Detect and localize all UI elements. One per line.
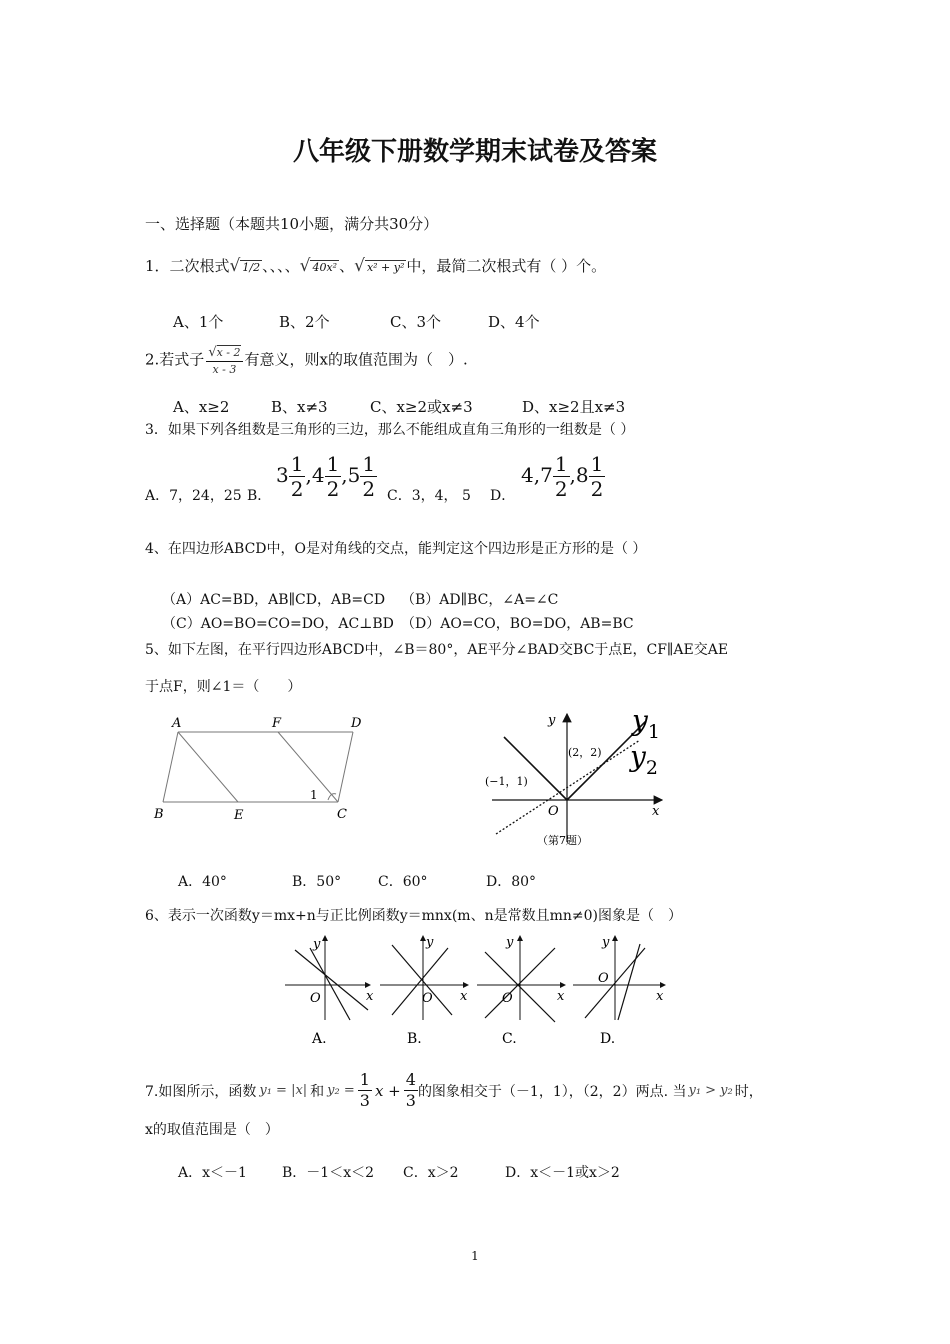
q7-line-2: x的取值范围是（ ）: [145, 1122, 279, 1138]
q5-option-a: A．40°: [178, 874, 227, 890]
q3-b-w1: 3: [276, 463, 289, 487]
question-1: [145, 255, 606, 276]
q1-suffix: 中，最简二次根式有（ ）个。: [406, 257, 607, 275]
q1-radical-2: 40x²: [312, 261, 338, 274]
label-c: C: [337, 807, 347, 822]
q7-frac-2: [404, 1072, 418, 1109]
page-number: 1: [471, 1249, 479, 1263]
point-2-2: (2，2): [568, 746, 602, 759]
q3-b-frac1: [289, 454, 306, 499]
label-b: B: [154, 807, 164, 822]
graph-c-label: C.: [502, 1031, 517, 1047]
q5-option-b: B．50°: [292, 874, 342, 890]
figure-7-caption: （第7题）: [537, 834, 588, 847]
q1-separators: 、、、、: [262, 257, 300, 275]
q7-mid: 和: [310, 1083, 325, 1100]
q2-suffix: 有意义，则x的取值范围为（ ）.: [244, 350, 468, 369]
q2-option-a: A、x≥2: [173, 398, 230, 416]
q2-denominator: x - 3: [212, 363, 237, 376]
label-e: E: [234, 808, 244, 823]
graph-b-x: x: [460, 989, 468, 1004]
graph-c-x: x: [557, 989, 565, 1004]
q1-option-b: B、2个: [279, 313, 330, 331]
graph-b-o: O: [422, 991, 433, 1006]
q4-option-c: （C）AO=BO=CO=DO，AC⊥BD: [162, 616, 394, 632]
q7-prefix: 7.如图所示，函数: [145, 1083, 257, 1100]
q7-xplus: x +: [374, 1081, 401, 1100]
graph-b-y: y: [426, 935, 434, 950]
q2-fraction: [206, 346, 242, 375]
q1-option-d: D、4个: [488, 313, 540, 331]
q1-sep: 、: [339, 257, 355, 275]
q3-d-w1: 4,7: [521, 463, 553, 487]
q5-option-c: C．60°: [378, 874, 428, 890]
sqrt-icon: √: [354, 256, 365, 276]
q2-prefix: 2.若式子: [145, 350, 205, 369]
side-ab: [163, 732, 178, 802]
graph-d-y: y: [602, 935, 610, 950]
graph-c: [477, 935, 565, 1047]
q3-b-d2: 2: [326, 477, 340, 501]
y1-label: $y_1$: [632, 704, 660, 743]
q7-y1: y₁ = |x|: [259, 1083, 308, 1098]
q4-stem: 4、在四边形ABCD中，O是对角线的交点，能判定这个四边形是正方形的是（ ）: [145, 541, 647, 557]
parallelogram-figure: [148, 710, 378, 830]
q3-d-d1: 2: [554, 477, 568, 501]
q4-option-d: （D）AO=CO，BO=DO，AB=BC: [401, 616, 634, 632]
q1-radical-1: 1/2: [242, 261, 261, 274]
q7-frac1-d: 3: [359, 1091, 370, 1110]
q5-line-1: 5、如下左图，在平行四边形ABCD中，∠B＝80°，AE平分∠BAD交BC于点E，CF∥AE交AE: [145, 642, 729, 658]
q7-option-c: C．x＞2: [403, 1165, 459, 1181]
q2-numerator: x - 2: [216, 346, 241, 359]
q7-suffix: 的图象相交于（－1，1），（2，2）两点. 当: [417, 1083, 687, 1100]
q1-option-c: C、3个: [390, 313, 442, 331]
question-2: [145, 346, 468, 375]
y2-label: $y_2$: [630, 740, 658, 779]
q1-prefix: 1．二次根式: [145, 257, 230, 275]
q3-d-w2: ,8: [569, 463, 589, 487]
q3-b-d1: 2: [290, 477, 304, 501]
sqrt-icon: √: [299, 256, 311, 276]
label-angle-1: 1: [310, 788, 318, 802]
graph-d-label: D.: [600, 1031, 616, 1047]
q7-option-d: D．x＜－1或x＞2: [505, 1165, 620, 1181]
sqrt-icon: √: [208, 345, 217, 360]
section-heading: 一、选择题（本题共10小题，满分共30分）: [145, 215, 439, 233]
q7-frac2-d: 3: [405, 1091, 416, 1110]
q2-option-c: C、x≥2或x≠3: [370, 398, 473, 416]
q4-option-b: （B）AD∥BC，∠A=∠C: [401, 592, 559, 608]
q1-option-a: A、1个: [173, 313, 224, 331]
q3-option-b-label: B．: [247, 488, 272, 504]
q5-option-d: D．80°: [486, 874, 537, 890]
q3-option-b-expr: [276, 454, 377, 499]
q7-option-b: B．－1＜x＜2: [282, 1165, 374, 1181]
q7-line-1: [145, 1072, 763, 1109]
graph-d-x: x: [656, 989, 664, 1004]
q7-frac-1: [358, 1072, 372, 1109]
origin-label: O: [548, 804, 559, 819]
graph-c-y: y: [506, 935, 514, 950]
q3-b-n2: 1: [326, 452, 340, 476]
graph-a-y: y: [313, 937, 321, 952]
q3-d-n1: 1: [554, 452, 568, 476]
q3-b-w2: ,4: [305, 463, 325, 487]
q3-b-n1: 1: [290, 452, 304, 476]
q3-stem: 3．如果下列各组数是三角形的三边，那么不能组成直角三角形的一组数是（ ）: [145, 422, 635, 438]
sqrt-icon: √: [229, 256, 241, 276]
y-axis-label: y: [548, 713, 556, 728]
figure-7: [480, 700, 680, 855]
q3-b-frac2: [325, 454, 342, 499]
q3-option-d-label: D．: [490, 488, 516, 504]
label-a: A: [172, 716, 182, 731]
segment-fc: [278, 732, 338, 802]
page-title: 八年级下册数学期末试卷及答案: [292, 137, 657, 167]
graph-d: [573, 935, 665, 1047]
q6-graphs: [280, 930, 670, 1050]
q7-option-a: A．x＜－1: [178, 1165, 247, 1181]
q3-d-d2: 2: [590, 477, 604, 501]
graph-c-o: O: [502, 991, 513, 1006]
q7-cond: y₁ > y₂: [688, 1083, 733, 1098]
q1-radical-3: x² + y²: [366, 261, 405, 274]
q3-option-d-expr: [521, 454, 605, 499]
angle-arc: [328, 794, 336, 800]
q3-option-a: A．7，24，25: [145, 488, 242, 504]
graph-y1-left: [504, 737, 567, 800]
q7-frac2-n: 4: [405, 1070, 416, 1089]
q3-b-frac3: [360, 454, 377, 499]
graph-b-label: B.: [407, 1031, 422, 1047]
graph-a-x: x: [366, 989, 374, 1004]
segment-ae: [178, 732, 238, 802]
q3-d-frac2: [589, 454, 606, 499]
graph-a-o: O: [310, 991, 321, 1006]
label-f: F: [272, 716, 282, 731]
q2-option-d: D、x≥2且x≠3: [522, 398, 626, 416]
q6-stem: 6、表示一次函数y＝mx+n与正比例函数y＝mnx(m、n是常数且mn≠0)图象是（ ）: [145, 908, 682, 924]
q7-frac1-n: 1: [359, 1070, 370, 1089]
q3-d-frac1: [553, 454, 570, 499]
q5-line-2: 于点F，则∠1＝（ ）: [145, 679, 302, 695]
side-dc: [338, 732, 353, 802]
q2-option-b: B、x≠3: [271, 398, 328, 416]
q7-y2: y₂ =: [327, 1083, 355, 1098]
graph-a: [285, 936, 374, 1047]
graph-b: [380, 935, 468, 1047]
q3-b-w3: ,5: [341, 463, 361, 487]
label-d: D: [351, 716, 362, 731]
q4-option-a: （A）AC=BD，AB∥CD，AB=CD: [162, 592, 386, 608]
graph-a-label: A.: [312, 1031, 327, 1047]
q3-b-d3: 2: [362, 477, 376, 501]
q7-tail: 时，: [734, 1083, 763, 1100]
q3-b-n3: 1: [362, 452, 376, 476]
point-neg1-1: (−1，1): [485, 775, 528, 788]
q3-d-n2: 1: [590, 452, 604, 476]
x-axis-label: x: [652, 804, 660, 819]
graph-d-o: O: [598, 971, 609, 986]
q3-option-c: C．3，4， 5: [387, 488, 471, 504]
